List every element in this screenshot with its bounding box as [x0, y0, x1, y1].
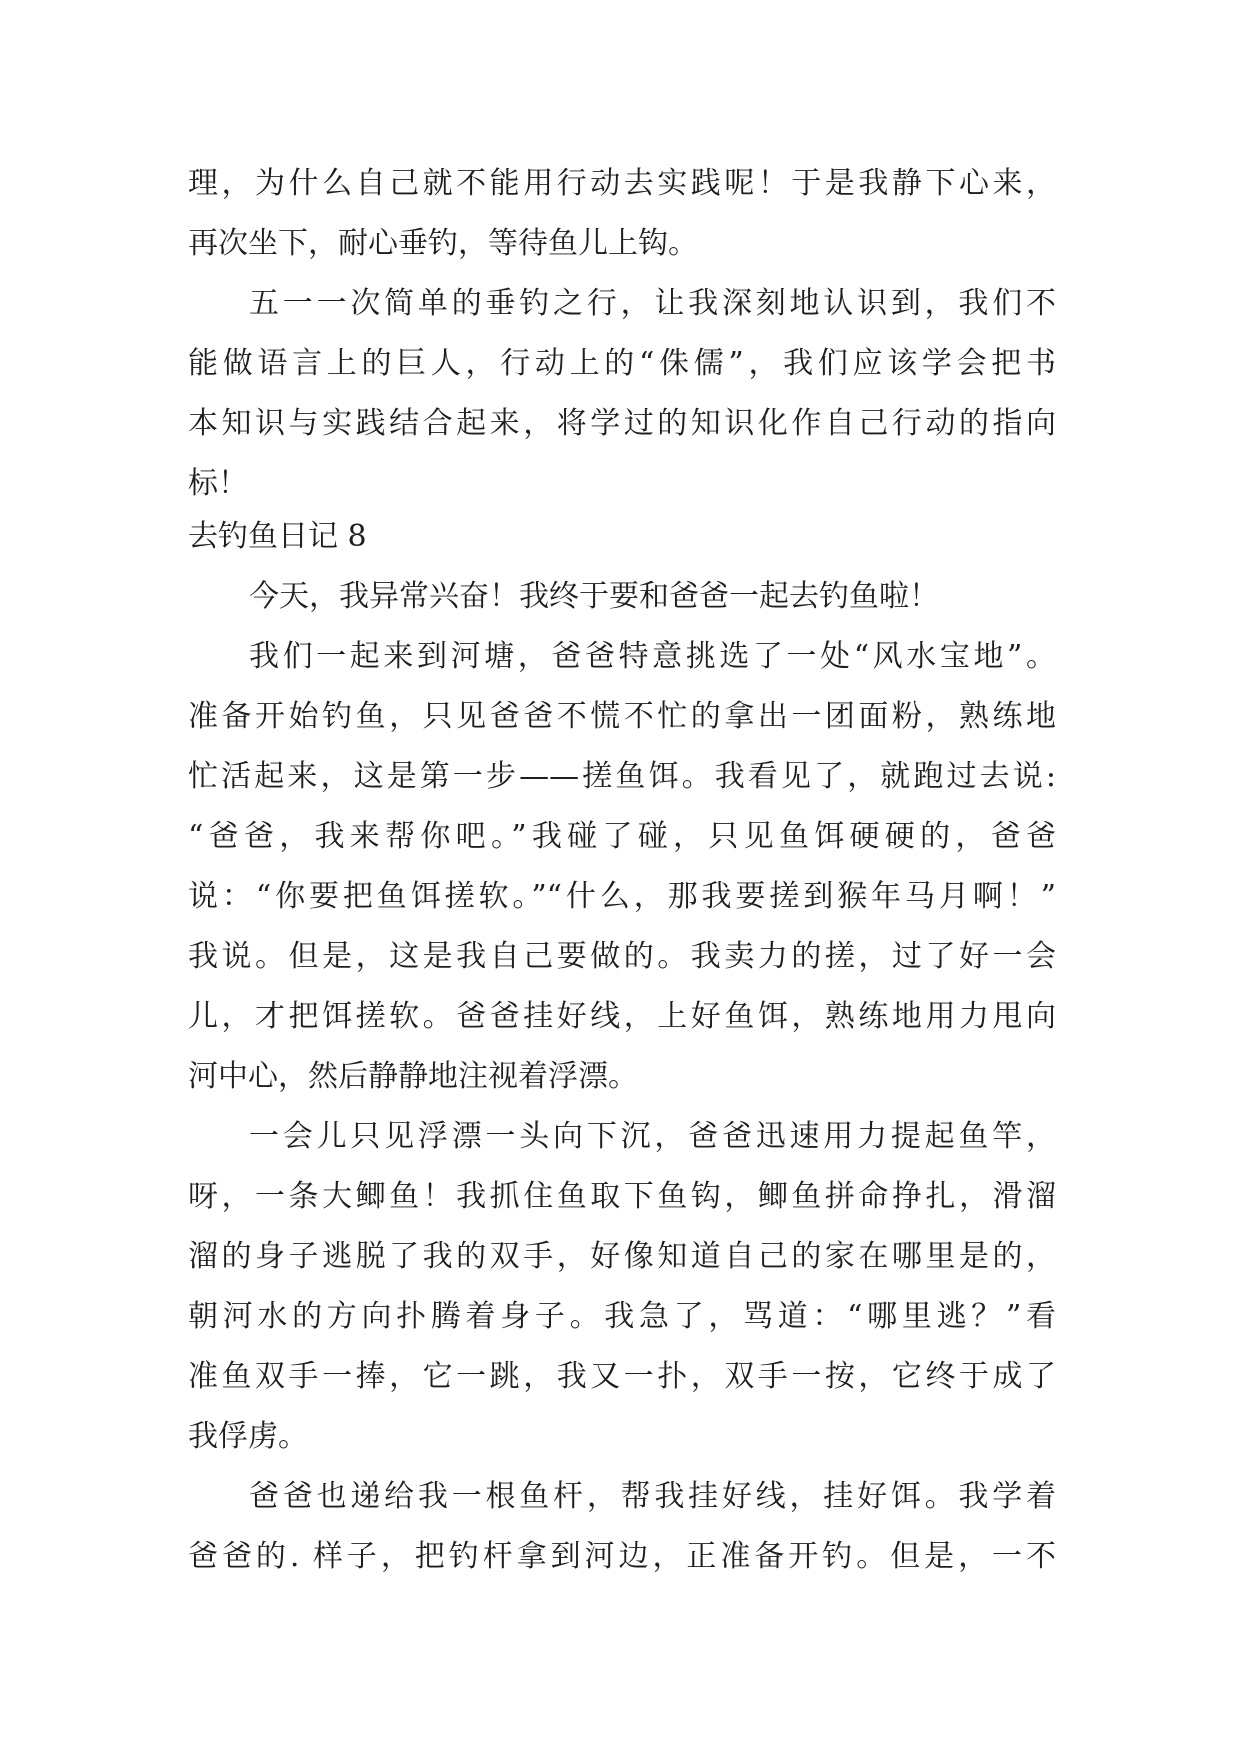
- text-line: 溜的身子逃脱了我的双手，好像知道自己的家在哪里是的，: [188, 1239, 1056, 1274]
- paragraph-start-line: 五一一次简单的垂钓之行，让我深刻地认识到，我们不: [249, 286, 1056, 321]
- paragraph-start-line: 一会儿只见浮漂一头向下沉，爸爸迅速用力提起鱼竿，: [249, 1119, 1056, 1154]
- text-line: 能做语言上的巨人，行动上的“侏儒”，我们应该学会把书: [188, 346, 1056, 381]
- text-line: 河中心，然后静静地注视着浮漂。: [188, 1059, 638, 1094]
- text-line: 理，为什么自己就不能用行动去实践呢！于是我静下心来，: [188, 166, 1056, 201]
- text-line: 本知识与实践结合起来，将学过的知识化作自己行动的指向: [188, 406, 1056, 441]
- text-line: 呀，一条大鲫鱼！我抓住鱼取下鱼钩，鲫鱼拼命挣扎，滑溜: [188, 1179, 1056, 1214]
- paragraph-start-line: 爸爸也递给我一根鱼杆，帮我挂好线，挂好饵。我学着: [249, 1479, 1056, 1514]
- paragraph-start-line: 今天，我异常兴奋！我终于要和爸爸一起去钓鱼啦！: [249, 579, 939, 614]
- text-line: 说：“你要把鱼饵搓软。”“什么，那我要搓到猴年马月啊！”: [188, 879, 1056, 914]
- text-line: 准鱼双手一捧，它一跳，我又一扑，双手一按，它终于成了: [188, 1359, 1056, 1394]
- text-line: 爸爸的. 样子，把钓杆拿到河边，正准备开钓。但是，一不: [188, 1539, 1056, 1574]
- text-line: 我说。但是，这是我自己要做的。我卖力的搓，过了好一会: [188, 939, 1056, 974]
- text-line: 忙活起来，这是第一步——搓鱼饵。我看见了，就跑过去说:: [188, 759, 1056, 794]
- text-line: 儿，才把饵搓软。爸爸挂好线，上好鱼饵，熟练地用力甩向: [188, 999, 1056, 1034]
- text-line: 我俘虏。: [188, 1419, 308, 1454]
- text-line: 再次坐下，耐心垂钓，等待鱼儿上钩。: [188, 226, 698, 261]
- text-line: 朝河水的方向扑腾着身子。我急了，骂道：“哪里逃？”看: [188, 1299, 1056, 1334]
- section-heading: 去钓鱼日记 8: [188, 519, 367, 554]
- paragraph-start-line: 我们一起来到河塘，爸爸特意挑选了一处“风水宝地”。: [249, 639, 1056, 674]
- text-line: 准备开始钓鱼，只见爸爸不慌不忙的拿出一团面粉，熟练地: [188, 699, 1056, 734]
- text-line: “爸爸，我来帮你吧。”我碰了碰，只见鱼饵硬硬的，爸爸: [188, 819, 1056, 854]
- text-line: 标！: [188, 466, 248, 501]
